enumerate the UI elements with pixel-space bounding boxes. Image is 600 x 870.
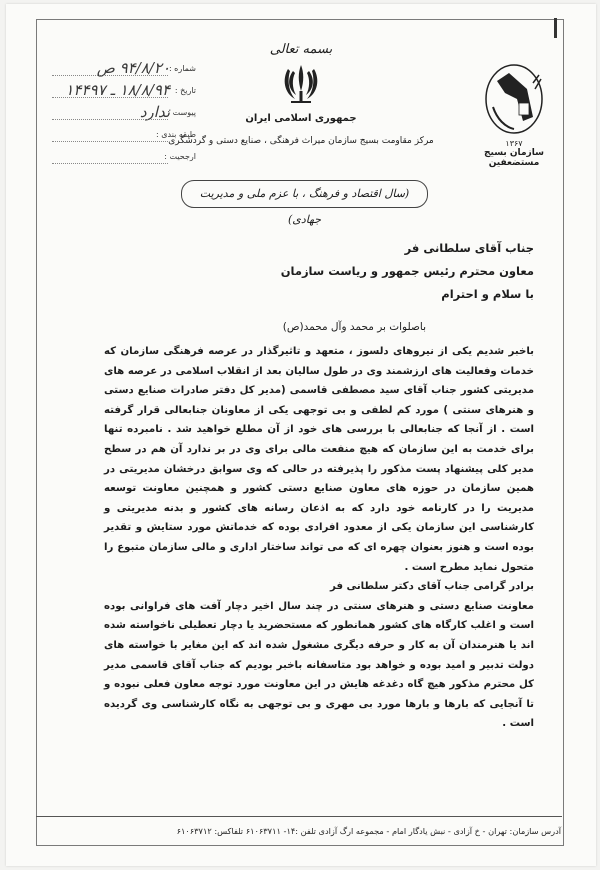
recipient-name: جناب آقای سلطانی فر [404, 241, 534, 255]
paragraph-1: باخبر شدیم یکی از نیروهای دلسوز ، متعهد و تاثیرگذار در عرصه فرهنگی سازمان که خدمات وفعالیت های ارزشمند وی در طول سالیان بعد از انقلاب اسلامی در عرصه های مدیریتی کشور جناب آقای سید مصطفی قاسمی (مدیر کل دفتر صادرات صنایع دستی و هنرهای سنتی ) مورد کم لطفی و بی توجهی یکی از معاونان جنابعالی قرار گرفته است . از آنجا که جنابعالی با بررسی های خود از آن مطلع خواهید شد . نامبرده تنها برای خدمت به این سازمان که هیچ منفعت مالی برای وی در بر ندارد آن هم در سطح مدیر کلی پیشنهاد پست مذکور را پذیرفته در حالی که وی سوابق درخشان مدیریتی در همین سازمان در حوزه های معاون صنایع دستی کشور و همچنین معاونت توسعه مدیریت را در کارنامه خود دارد که به اذعان رسانه های کشور و بدنه مدیریتی و کارشناسی این سازمان یکی از معدود افرادی بوده که خدماتش مورد ستایش و تقدیر بوده است و هنوز بعنوان چهره ای که می تواند ساختار اداری و مالی سازمان متبوع را متحول نماید مطرح است . [104, 346, 534, 573]
paragraph-2: معاونت صنایع دستی و هنرهای سنتی در چند سال اخیر دچار آفت های فراوانی بوده است و اغلب کارگاه های کشور همانطور که مستحضرید یا دچار تعطیلی ناخواسته شده اند یا هنرمندان آن به کار و حرفه دیگری مشغول شده اند که این مغایر با خواسته های دولت تدبیر و امید بوده و خواهد بود متاسفانه باخبر بودیم که جناب آقای قاسمی مدیر کل محترم مذکور هیچ گاه دغدغه هایش در این معاونت مورد توجه معاون فعلی نبوده و تا آنجایی که بارها و بارها مورد بی مهری و بی توجهی به نگاه کارشناسی وی گردیده است . [104, 600, 534, 730]
greeting-line: باصلوات بر محمد وآل محمد(ص) [282, 321, 426, 333]
corner-mark [554, 18, 557, 38]
bismillah: بسمه تعالی [269, 42, 333, 57]
recipient-address [104, 237, 534, 306]
meta-attachment: پیوست : ندارد [46, 103, 196, 125]
meta-number: شماره : ۹۴/۸/۲۰ ص [46, 59, 196, 81]
basij-emblem-icon [483, 59, 545, 137]
letter-metadata [46, 59, 196, 169]
recipient-title: معاون محترم رئیس جمهور و ریاست سازمان [280, 264, 534, 278]
meta-classification: طبقه بندی : [46, 125, 196, 147]
letter-sheet [6, 4, 596, 866]
organization-line: مرکز مقاومت بسیج سازمان میراث فرهنگی ، صنایع دستی و گردشگری [168, 136, 434, 146]
footer-address: آدرس سازمان: تهران - خ آزادی - نبش یادگار امام - مجموعه ارگ آزادی تلفن :۱۴- ۶۱۰۶۳۷۱۱ تلفاکس: ۶۱۰۶۳۷۱۲ [176, 826, 561, 836]
meta-date: تاریخ : ۱۸/۸/۹۴ ـ ۱۴۴۹۷ [46, 81, 196, 103]
letterhead-center [226, 42, 376, 124]
country-name: جمهوری اسلامی ایران [245, 113, 357, 124]
footer-divider [36, 816, 562, 817]
letter-body [104, 342, 534, 734]
year-slogan-banner: (سال اقتصاد و فرهنگ ، با عزم ملی و مدیریت جهادی) [181, 180, 428, 208]
logo-org-name: سازمان بسیج مستضعفین [484, 148, 544, 168]
basij-logo [474, 59, 554, 168]
paragraph-2-heading: برادر گرامی جناب آقای دکتر سلطانی فر [330, 581, 534, 593]
iran-emblem-icon [281, 61, 321, 107]
salutation: با سلام و احترام [441, 287, 534, 301]
meta-priority: ارجحیت : [46, 147, 196, 169]
logo-year: ۱۳۶۷ [505, 139, 523, 148]
